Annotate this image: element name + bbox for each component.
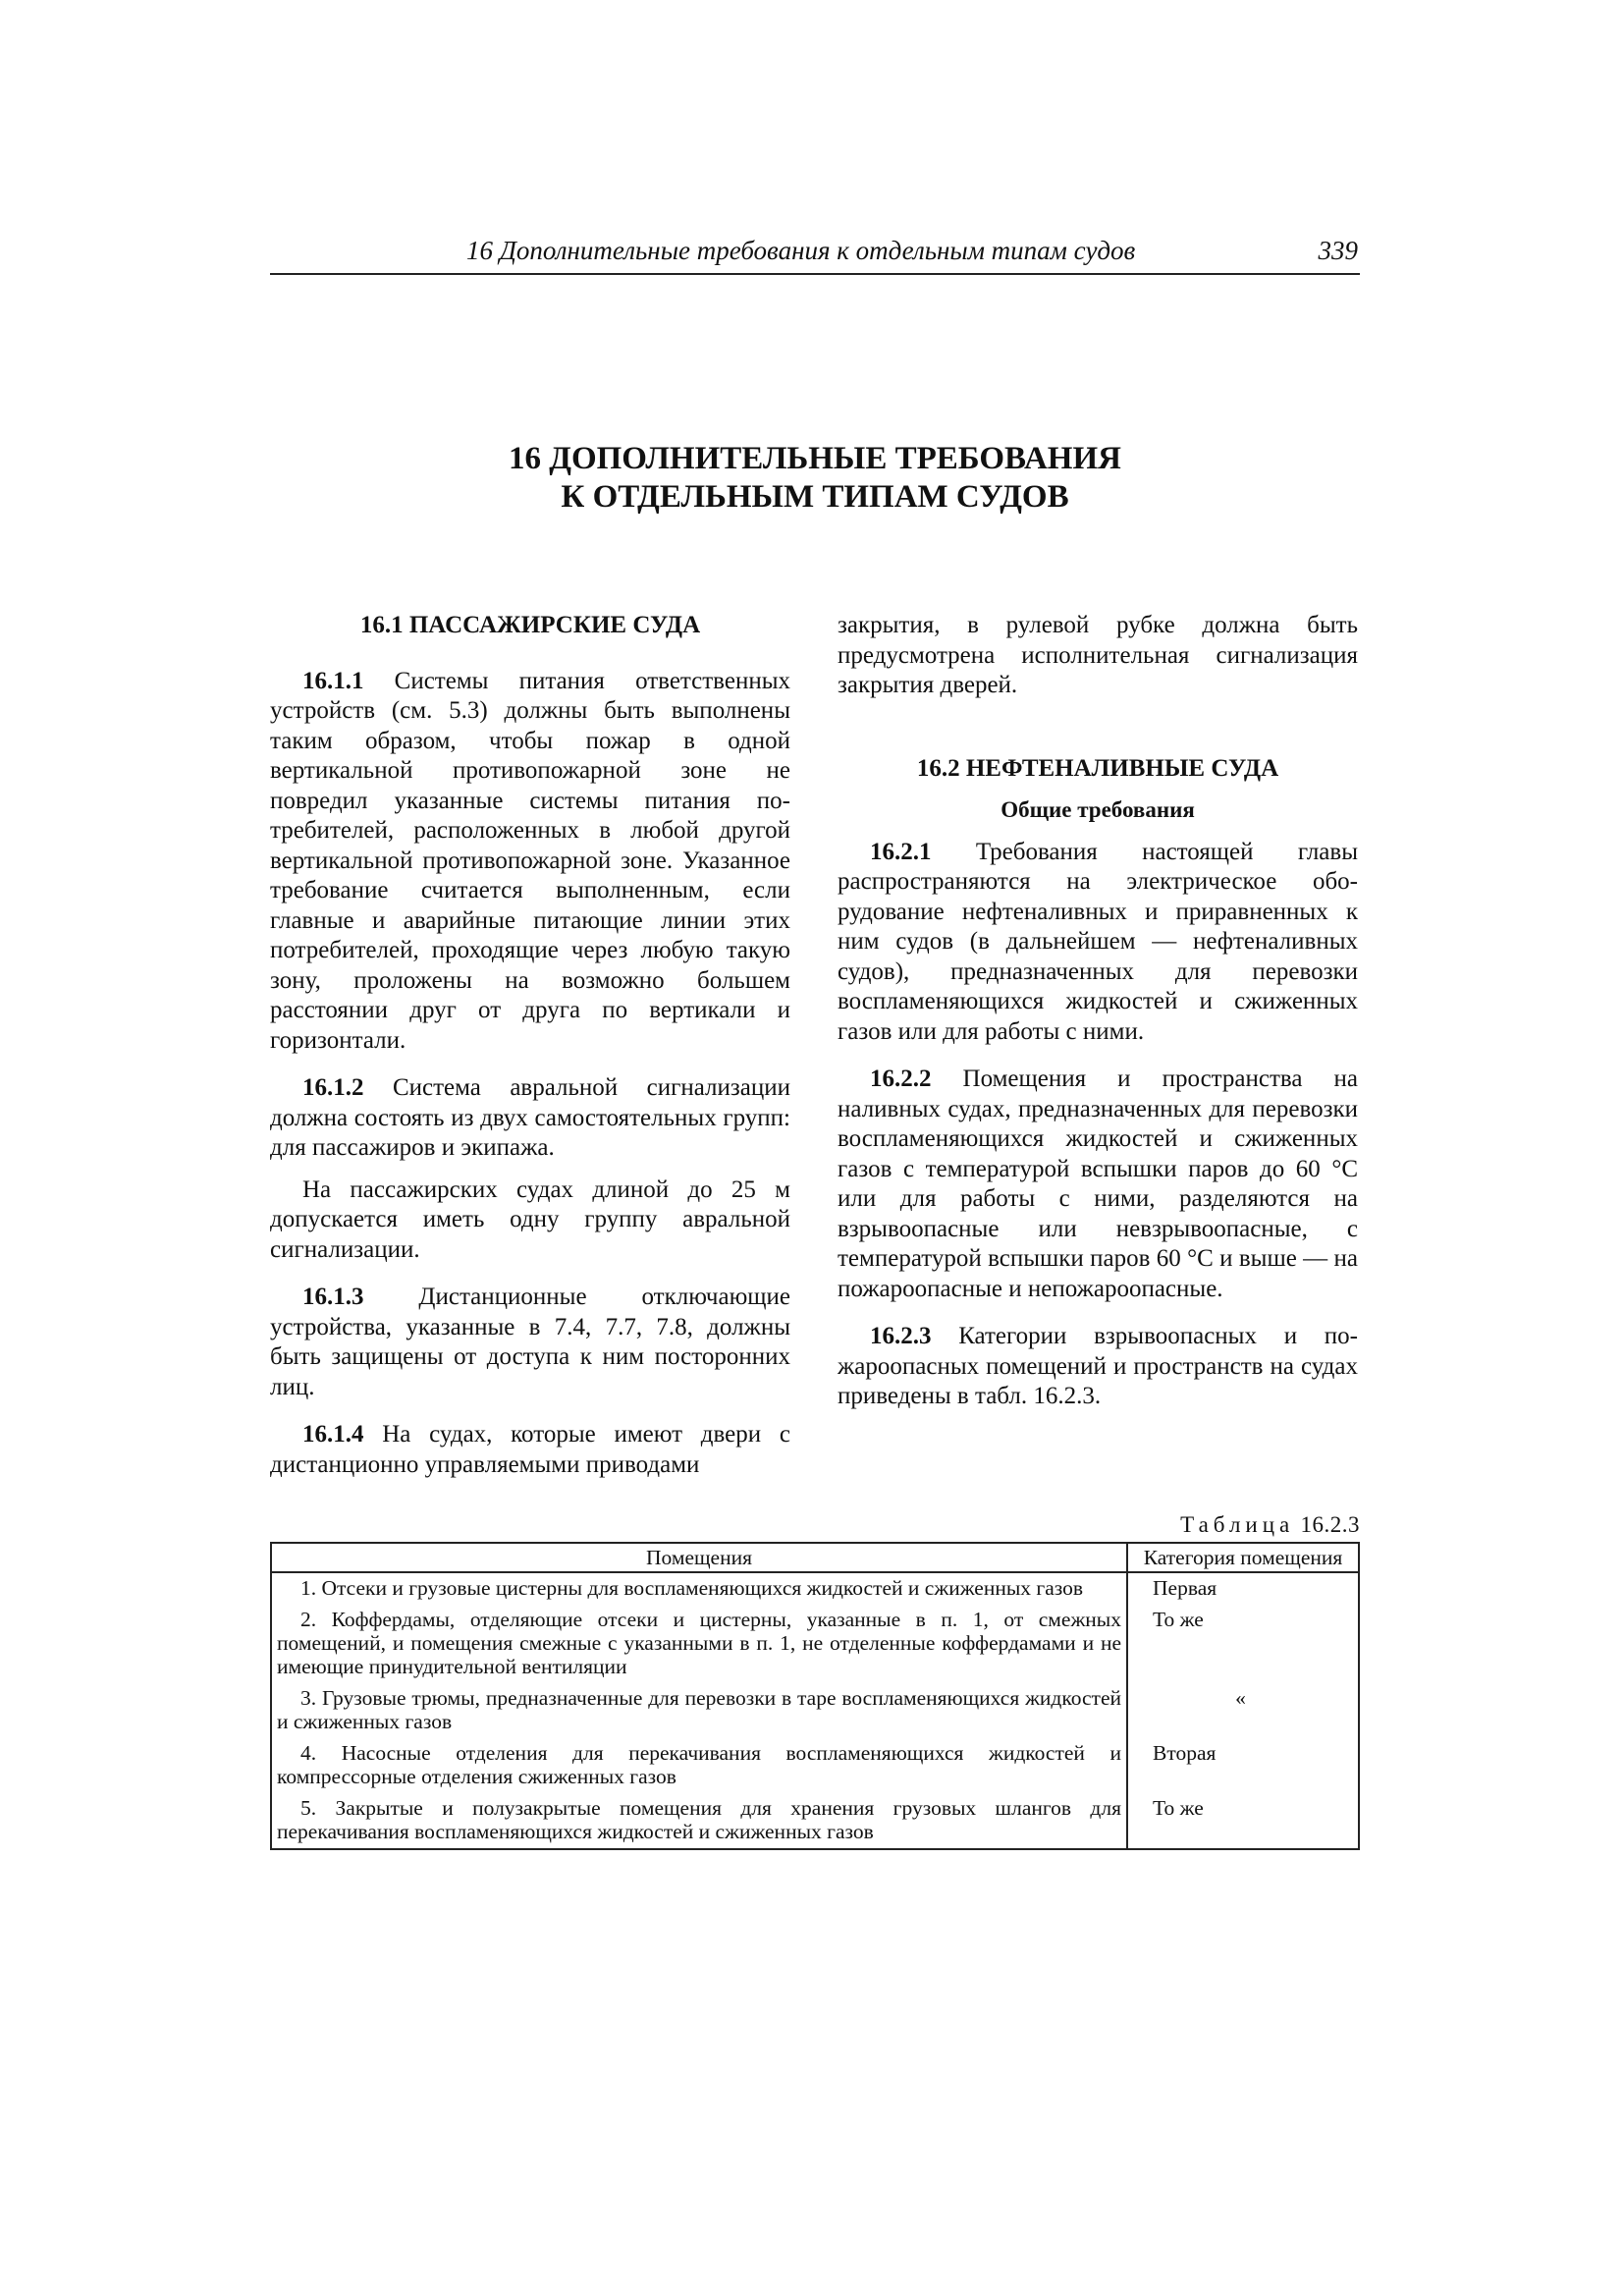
clause-text: Система авральной сигнализации должна состоять из двух самостоятельных групп: для пассажиров и экипажа. [270, 1074, 790, 1161]
table-header-category: Категория помещения [1127, 1543, 1359, 1572]
clause-text: На судах, которые имеют двери с дистанционно управляемыми приводами [270, 1421, 790, 1478]
running-title: 16 Дополнительные требования к отдельным типам судов [466, 236, 1136, 265]
clause-text: Системы питания ответственных устройств (см. 5.3) должны быть выполнены таким образом, чтобы пожар в одной вертикальной противопожарной зоне не повредил указанные системы питания потребителей, расположенных в любой другой вертикальной противопожарной зоне. Указанное требование считается выполненным, если главные и аварийные питающие линии этих потребителей, проходящие через любую такую зону, проложены на возможно большем расстоянии друг от друга по вертикали и горизонтали. [270, 667, 790, 1054]
clause-text: Помещения и пространства на наливных судах, предназначенных для перевозки воспламеняющихся жидкостей и сжиженных газов с температурой вспышки паров до 60 °С или для работы с ними, разделяются на взрывоопасные или невзрывоопасные, с температурой вспышки паров 60 °С и выше — на пожароопасные и непожароопасные. [838, 1066, 1358, 1302]
clause-text: Требования настоящей главы распространяются на электрическое оборудование нефтеналивных и приравненных к ним судов (в дальнейшем — нефтеналивных судов), предназначенных для перевозки воспламеняющихся жидкостей и сжиженных газов или для работы с ними. [838, 838, 1358, 1045]
subsection-heading-general: Общие требования [1001, 797, 1195, 822]
paragraph-16-1-2 [270, 1073, 790, 1164]
clause-number: 16.1.4 [302, 1421, 364, 1448]
paragraph-16-1-2-continued: На пассажирских судах длиной до 25 м допускается иметь одну группу авральной сигнализации. [270, 1175, 790, 1263]
table-cell-category: То же [1127, 1605, 1359, 1683]
table-row [271, 1738, 1359, 1793]
paragraph-16-2-2 [838, 1065, 1358, 1304]
table-cell-category: То же [1127, 1793, 1359, 1849]
clause-number: 16.2.2 [870, 1066, 932, 1092]
table-row [271, 1793, 1359, 1849]
table-header-row [271, 1543, 1359, 1572]
clause-number: 16.2.3 [870, 1323, 932, 1349]
clause-number: 16.1.2 [302, 1074, 364, 1101]
table-caption-number: 16.2.3 [1300, 1512, 1360, 1537]
table-cell-space: 4. Насосные отделения для перекачивания воспламеняющихся жидкостей и компрессорные отделения сжиженных газов [271, 1738, 1127, 1793]
chapter-title-line-1: 16 ДОПОЛНИТЕЛЬНЫЕ ТРЕБОВАНИЯ [509, 441, 1121, 476]
running-header [270, 236, 1360, 275]
paragraph-16-1-4-continued: закрытия, в рулевой рубке должна быть предусмотрена исполнительная сигнализация закрытия дверей. [838, 612, 1358, 698]
section-heading-16-1: 16.1 ПАССАЖИРСКИЕ СУДА [359, 612, 701, 638]
chapter-title [270, 440, 1360, 517]
table-row [271, 1683, 1359, 1738]
table-header-spaces: Помещения [271, 1543, 1127, 1572]
table-cell-space: 1. Отсеки и грузовые цистерны для воспламеняющихся жидкостей и сжиженных газов [271, 1572, 1127, 1605]
table-cell-category: Первая [1127, 1572, 1359, 1605]
paragraph-16-1-3 [270, 1283, 790, 1402]
table-cell-space: 5. Закрытые и полузакрытые помещения для хранения грузовых шлангов для перекачивания воспламеняющихся жидкостей и сжиженных газов [271, 1793, 1127, 1849]
clause-text: Дистанционные отключающие устройства, указанные в 7.4, 7.7, 7.8, должны быть защищены от доступа к ним посторонних лиц. [270, 1284, 790, 1400]
clause-text: Категории взрывоопасных и пожароопасных помещений и пространств на судах приведены в табл. 16.2.3. [838, 1323, 1358, 1409]
right-column [838, 611, 1358, 1412]
chapter-title-line-2: К ОТДЕЛЬНЫМ ТИПАМ СУДОВ [561, 479, 1069, 515]
paragraph-16-2-1 [838, 838, 1358, 1048]
table-caption-word: Таблица [1180, 1512, 1295, 1537]
clause-number: 16.1.1 [302, 667, 364, 694]
table-row [271, 1572, 1359, 1605]
section-heading-16-2: 16.2 НЕФТЕНАЛИВНЫЕ СУДА [916, 754, 1279, 782]
paragraph-16-2-3 [838, 1322, 1358, 1412]
table-cell-category: Вторая [1127, 1738, 1359, 1793]
table-caption [1080, 1512, 1360, 1538]
table-cell-space: 3. Грузовые трюмы, предназначенные для перевозки в таре воспламеняющихся жидкостей и сжиженных газов [271, 1683, 1127, 1738]
table-cell-space: 2. Коффердамы, отделяющие отсеки и цистерны, указанные в п. 1, от смежных помещений, и помещения смежные с указанными в п. 1, не отделенные коффердамами и не имеющие принудительной вентиляции [271, 1605, 1127, 1683]
paragraph-16-1-1 [270, 667, 790, 1057]
table-cell-category: « [1127, 1683, 1359, 1738]
clause-number: 16.1.3 [302, 1284, 364, 1310]
table-row [271, 1605, 1359, 1683]
paragraph-16-1-4 [270, 1420, 790, 1480]
category-table [270, 1542, 1360, 1850]
left-column [270, 611, 790, 1480]
clause-number: 16.2.1 [870, 838, 932, 865]
page-number: 339 [1318, 236, 1358, 265]
